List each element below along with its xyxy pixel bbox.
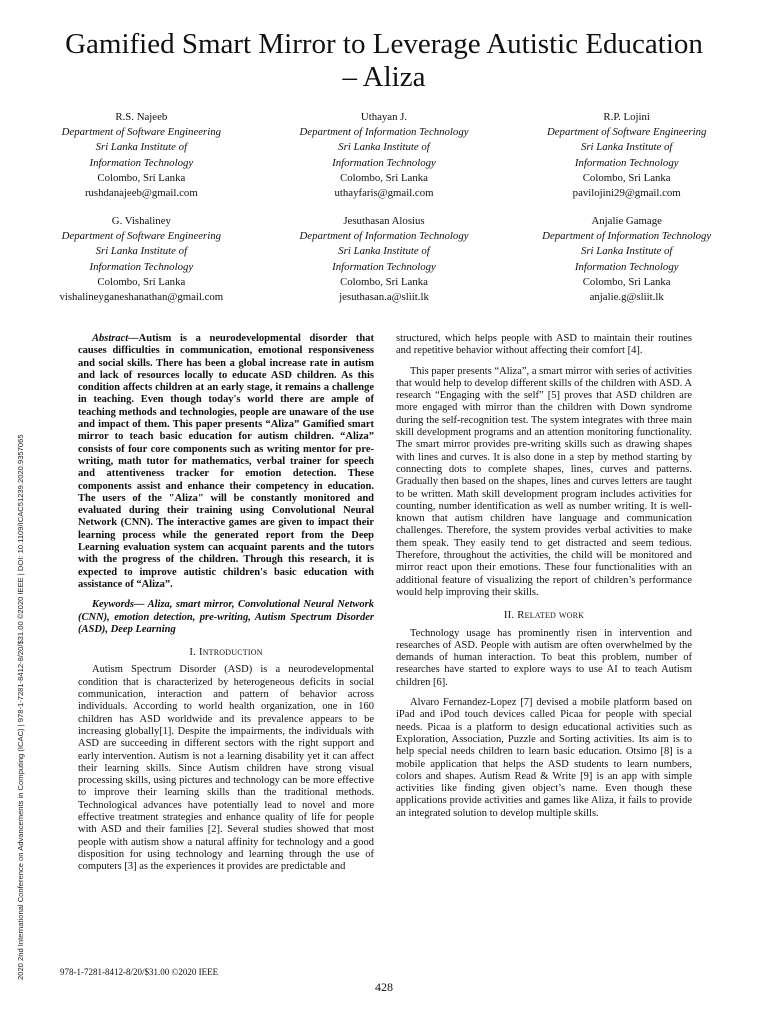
abstract-text: Autism is a neurodevelopmental disorder that causes difficulties in communication, emotional responsiveness and social skills. There has been a global increase rate in autism and lack of resources locally to educate ASD children. As this condition affects children at an early stage, it remains a challenge in teaching. Even though today's world there are ample of teaching methods and technologies, people are unaware of the use and impact of them. This paper presents “Aliza” Gamified smart mirror to teach basic education for autism children. “Aliza” consists of four core components such as writing mentor for pre-writing, math tutor for mathematics, verbal trainer for speech and attentiveness tracker for emotion detection. These components assist and enhance their competency in education. The users of the "Aliza" will be constantly monitored and evaluated during their training using Convolutional Neural Network (CNN). The interactive games are given to impact their learning process while the generated report from the Deep Learning evaluation system can acquaint parents and the tutors with the progress of the children. Through this research, it is expected to improve autistic children's basic education with assistance of “Aliza”. [78,333,374,590]
author-institute-2: Information Technology [89,156,194,169]
right-column [396,333,692,820]
author-name: Anjalie Gamage [591,215,662,227]
author-institute: Sri Lanka Institute of [95,141,188,154]
author-email[interactable]: rushdanajeeb@gmail.com [84,187,198,200]
author-name: R.P. Lojini [603,111,650,123]
author-block [505,110,748,201]
author-block [263,110,506,201]
author-city: Colombo, Sri Lanka [582,275,671,288]
keywords-text: Aliza, smart mirror, Convolutional Neural Network (CNN), emotion detection, pre-writing, Autism Spectrum Disorder (ASD), Deep Learning [78,599,374,635]
author-block [20,214,263,305]
author-institute-2: Information Technology [89,260,194,273]
author-department: Department of Software Engineering [61,126,222,139]
author-email[interactable]: jesuthasan.a@sliit.lk [339,291,429,304]
related-work-paragraph-1: Technology usage has prominently risen in intervention and researches of ASD. People with autism are often overwhelmed by the demands of human interaction. To beat this problem, number of researches have started to explore ways to use AI to teach Autism children [6]. [396,627,692,688]
author-email[interactable]: pavilojini29@gmail.com [572,187,681,200]
abstract [78,333,374,591]
author-row-2 [20,214,748,305]
author-name: Uthayan J. [360,111,408,123]
author-city: Colombo, Sri Lanka [582,171,671,184]
author-department: Department of Information Technology [299,126,469,139]
intro-paragraph-aliza: This paper presents “Aliza”, a smart mirror with series of activities that would help to develop different skills of the children with ASD. A research “Engaging with the self” [5] proves that ASD children are more engaged with mirror than the children with Down syndrome during the self-recognition test. The system integrates with three main skill development programs and an attention monitoring functionality. The smart mirror provides pre-writing skills such as drawing shapes with lines and curves. It is also done in a step by method starting by connecting dots to complete shapes, lines, curves and patterns. Gradually then based on the shapes, lines and curves letters are taught to be written. Math skill development program includes activities for counting, number identification as well as number writing. It is well-known that autism children have language and communication challenges. Therefore, the system provides verbal activities to make them speak. They easily tend to get distracted and seem tedious. Therefore, throughout the activities, the child will be monitored and mirror react upon their emotions. These four functionalities with an additional feature of visualizing the report of children’s performance would help improving their skills. [396,365,692,598]
author-institute-2: Information Technology [332,260,436,273]
related-work-paragraph-2: Alvaro Fernandez-Lopez [7] devised a mobile platform based on iPad and iPod touch devices called Picaa for people with special needs. Picaa is a platform to design educational activities such as Exploration, Association, Puzzle and Sorting activities. Its aim is to help special needs children to learn basic education. Otsimo [8] is a mobile application that helps the ASD students to learn numbers, colors and shapes. Autism Read & Write [9] is an app with simple activities like finding given object’s name. Even though these applications provide activities and games like Aliza, it fails to provide an integrated solution to develop multiple skills. [396,697,692,819]
author-department: Department of Information Technology [542,230,712,243]
author-block [505,214,748,305]
author-city: Colombo, Sri Lanka [340,275,428,288]
section-heading-related-work: II. Related work [503,609,585,622]
author-name: R.S. Najeeb [115,111,168,123]
author-name: Jesuthasan Alosius [343,215,425,227]
author-email[interactable]: vishalineyganeshanathan@gmail.com [59,291,224,304]
author-department: Department of Software Engineering [546,126,707,139]
paper-title: Gamified Smart Mirror to Leverage Autistic Education – Aliza [65,28,703,93]
left-column [78,333,374,873]
copyright-footer: 978-1-7281-8412-8/20/$31.00 ©2020 IEEE [60,967,219,977]
author-row-1 [20,110,748,201]
author-institute: Sri Lanka Institute of [338,141,430,154]
author-block [263,214,506,305]
author-department: Department of Information Technology [299,230,469,243]
author-institute-2: Information Technology [574,156,679,169]
author-email[interactable]: anjalie.g@sliit.lk [589,291,664,304]
intro-paragraph-continued: structured, which helps people with ASD to maintain their routines and repetitive behavior without affecting their comfort [4]. [396,333,692,357]
intro-paragraph: Autism Spectrum Disorder (ASD) is a neurodevelopmental condition that is characterized by heterogeneous deficits in social communication, interaction and pattern of behavior across individuals. According to world health organization, one in 160 children has ASD worldwide and its prevalence appears to be increasing globally[1]. Despite the impairments, the individuals with ASD are succeeding in different sectors with the right support and early intervention. Autism is not a learning disability yet it can affect their learning skills. Since Autism children have strong visual processing skills, using pictures and technology can be more effective to improve their learning skills than the traditional methods. Technological advances have potentially lead to novel and more effective treatment strategies and enhance quality of life for people with ASD and their families [2]. Several studies showed that most people with autism show a natural affinity for technology and a good disposition for using technology and learning through the use of computers [3] as the experiences it provides are predictable and [78,664,374,873]
author-institute: Sri Lanka Institute of [580,245,673,258]
author-email[interactable]: uthayfaris@gmail.com [334,187,434,200]
author-city: Colombo, Sri Lanka [97,171,186,184]
keywords [78,599,374,636]
author-department: Department of Software Engineering [61,230,222,243]
author-institute-2: Information Technology [574,260,679,273]
author-institute: Sri Lanka Institute of [338,245,430,258]
author-institute: Sri Lanka Institute of [580,141,673,154]
page-number: 428 [375,980,393,994]
abstract-label: Abstract— [92,333,139,344]
author-institute: Sri Lanka Institute of [95,245,188,258]
author-block [20,110,263,201]
conference-sidebar-note: 2020 2nd International Conference on Advancements in Computing (ICAC) | 978-1-7281-8412-8/20/$31.00 ©2020 IEEE | DOI: 10.1109/ICAC51239.2020.9357065 [16,434,25,980]
author-city: Colombo, Sri Lanka [340,171,428,184]
author-city: Colombo, Sri Lanka [97,275,186,288]
section-heading-introduction: I. Introduction [189,646,263,659]
keywords-label: Keywords— [92,599,145,611]
author-institute-2: Information Technology [332,156,436,169]
author-name: G. Vishaliney [111,215,171,227]
